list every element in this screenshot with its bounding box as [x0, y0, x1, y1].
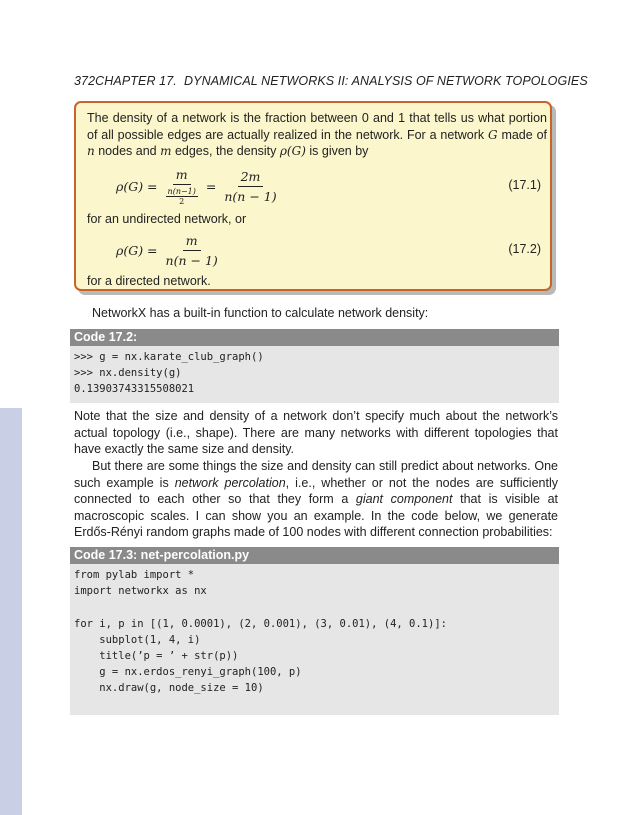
paragraph-percolation — [74, 458, 558, 541]
code-line: for i, p in [(1, 0.0001), (2, 0.001), (3, 0.01), (4, 0.1)]: — [74, 617, 447, 630]
para2-text: that is visible at macroscopic scales. I can show you an example. In the code below, we generate Erdős-Rényi random graphs made of 100 nodes with different connection probabilities: — [74, 492, 558, 539]
equation-17-2 — [116, 233, 226, 268]
eq1-lhs: ρ(G) = — [116, 179, 158, 194]
side-margin-tab — [0, 408, 22, 815]
eq1-fraction-2 — [221, 169, 279, 204]
after-text: for a directed network. — [87, 274, 211, 288]
term-network-percolation: network percolation — [174, 475, 286, 490]
definition-sentence: The density of a network is the fraction between 0 and 1 that tells us what portion of all possible edges are actually realized in the network. For a network — [87, 111, 547, 142]
para2-text: But there are some things the size and density can still predict about networks. One such example is — [74, 459, 558, 490]
intro-sentence: NetworkX has a built-in function to calculate network density: — [92, 306, 429, 320]
equation-number-17-2: (17.2) — [508, 242, 541, 256]
term-giant-component: giant component — [355, 492, 453, 506]
page-number: 372 — [74, 74, 96, 88]
code-17-3-title: Code 17.3: net-percolation.py — [70, 547, 559, 564]
para2-text: , i.e., whether or not the nodes are sufficiently connected to each other so that they form a — [74, 475, 558, 506]
eq1-frac1-num: m — [173, 167, 191, 185]
definition-fragment: nodes and — [94, 144, 161, 158]
code-line: >>> nx.density(g) — [74, 367, 182, 380]
definition-fragment: edges, the density — [171, 144, 280, 158]
var-m: m — [160, 144, 172, 158]
code-17-2-block — [70, 346, 559, 403]
eq2-lhs: ρ(G) = — [116, 243, 158, 258]
definition-text — [87, 110, 547, 160]
eq1-inner-num: n(n−1) — [167, 187, 196, 196]
code-line: >>> g = nx.karate_club_graph() — [74, 351, 264, 363]
eq1-frac2-den: n(n − 1) — [224, 189, 277, 204]
eq1-inner-den: 2 — [179, 197, 185, 206]
code-line: nx.draw(g, node_size = 10) — [74, 682, 264, 695]
eq1-equals: = — [205, 179, 217, 194]
eq1-fraction-1 — [163, 167, 201, 206]
eq1-frac2-num: 2m — [238, 169, 264, 187]
paragraph-size-density: Note that the size and density of a network don’t specify much about the network’s actual topology (i.e., shape). There are many networks with different topologies that have exactly the same size and density. — [74, 409, 558, 456]
code-line: import networkx as nx — [74, 585, 207, 598]
code-17-2-title: Code 17.2: — [70, 329, 559, 346]
chapter-title: DYNAMICAL NETWORKS II: ANALYSIS OF NETWORK TOPOLOGIES — [184, 74, 588, 88]
code-line: title(’p = ’ + str(p)) — [74, 649, 239, 662]
eq1-inner-fraction — [166, 187, 198, 206]
code-line: 0.13903743315508021 — [74, 383, 195, 396]
eq2-frac-den: n(n − 1) — [165, 253, 218, 268]
eq1-frac1-den — [163, 185, 201, 206]
code-17-3-block — [70, 564, 559, 715]
eq2-frac-num: m — [183, 233, 201, 251]
chapter-label: CHAPTER 17. — [95, 74, 177, 88]
code-line: subplot(1, 4, i) — [74, 633, 201, 646]
running-header — [74, 74, 588, 88]
var-rho: ρ(G) — [279, 144, 306, 158]
var-G: G — [488, 127, 498, 142]
between-text: for an undirected network, or — [87, 212, 247, 226]
code-line — [74, 599, 559, 615]
definition-box — [74, 101, 552, 291]
definition-fragment: is given by — [305, 144, 369, 158]
eq2-fraction — [163, 233, 221, 268]
equation-number-17-1: (17.1) — [508, 178, 541, 192]
code-line: from pylab import * — [74, 569, 195, 581]
var-n: n — [87, 144, 95, 158]
definition-fragment: made of — [497, 127, 547, 142]
equation-17-1 — [116, 167, 285, 206]
code-line: g = nx.erdos_renyi_graph(100, p) — [74, 666, 302, 679]
